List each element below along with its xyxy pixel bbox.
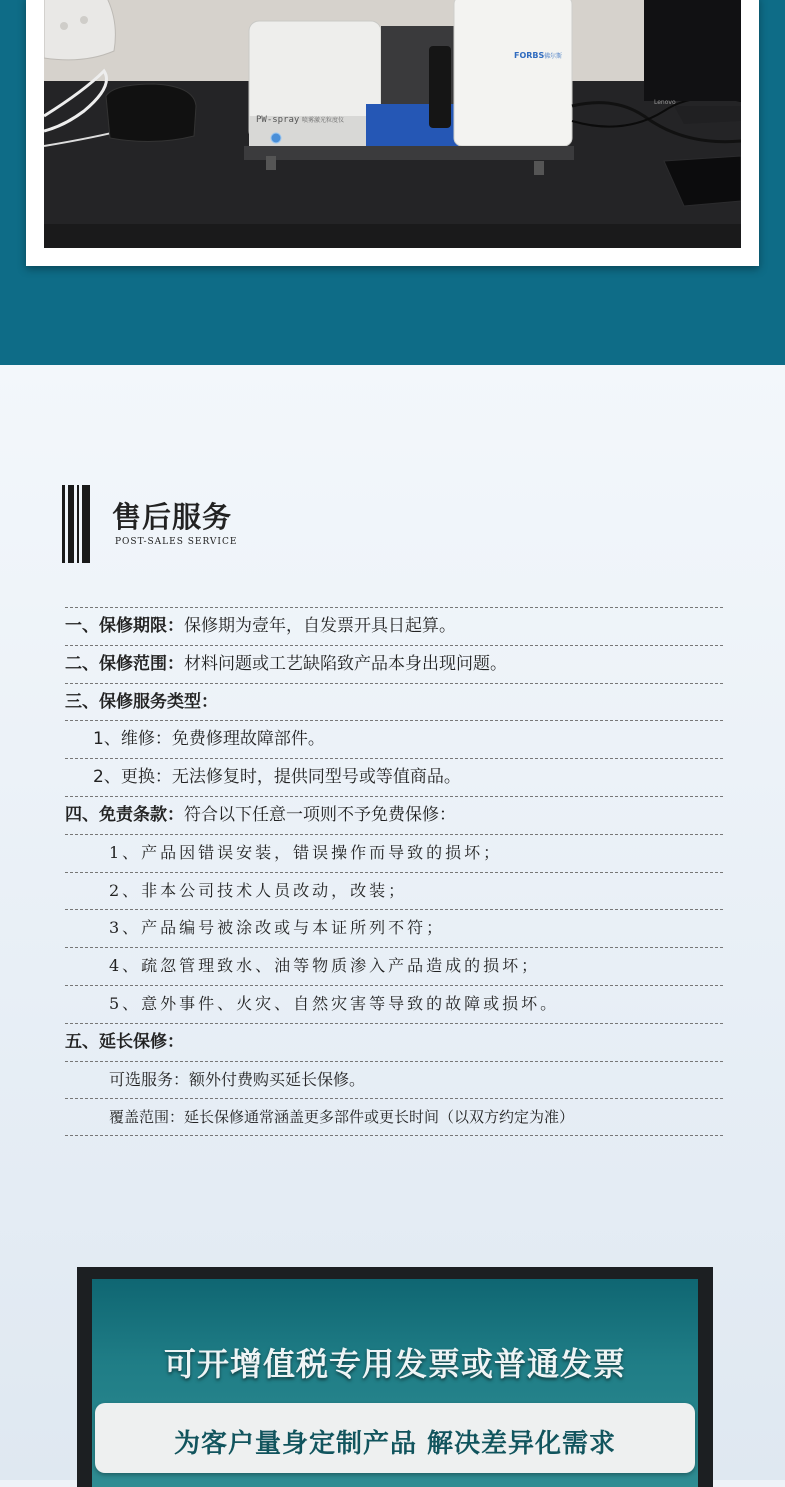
disclaimer-item-3: 3、产品编号被涂改或与本证所列不符； [65,909,723,947]
invoice-banner [77,1267,713,1487]
disclaimer-item-2: 2、非本公司技术人员改动，改装； [65,872,723,910]
photo-brand-cn-label: 佛尔斯 [544,53,563,60]
product-photo [44,0,741,248]
section-title: 售后服务 [112,500,233,534]
photo-monitor-label: Lenovo [654,99,676,106]
disclaimer-item-1: 1、产品因错误安装，错误操作而导致的损坏； [65,834,723,872]
extended-warranty-optional: 可选服务：额外付费购买延长保修。 [65,1061,723,1099]
section-subtitle: POST-SALES SERVICE [115,537,238,547]
warranty-scope-line: 二、保修范围：材料问题或工艺缺陷致产品本身出现问题。 [65,645,723,683]
disclaimer-line: 四、免责条款：符合以下任意一项则不予免费保修： [65,796,723,834]
photo-brand-label: FORBS [514,51,545,60]
heading-barcode-icon [62,485,92,563]
service-type-repair: 1、维修：免费修理故障部件。 [65,720,723,758]
after-sales-section [0,365,785,1480]
extended-warranty-coverage: 覆盖范围：延长保修通常涵盖更多部件或更长时间（以双方约定为准） [65,1098,723,1136]
banner-panel [92,1279,698,1487]
disclaimer-item-5: 5、意外事件、火灾、自然灾害等导致的故障或损坏。 [65,985,723,1023]
extended-warranty-heading: 五、延长保修： [65,1023,723,1061]
warranty-period-line: 一、保修期限：保修期为壹年，自发票开具日起算。 [65,607,723,645]
photo-model-label: PW-spray [256,115,300,125]
banner-slogan: 为客户量身定制产品 解决差异化需求 [173,1429,617,1459]
banner-title: 可开增值税专用发票或普通发票 [163,1345,626,1383]
warranty-list [65,607,723,1136]
service-type-heading: 三、保修服务类型： [65,683,723,721]
service-type-replace: 2、更换：无法修复时，提供同型号或等值商品。 [65,758,723,796]
photo-frame [26,0,759,266]
photo-model-cn-label: 喷雾激光粒度仪 [302,117,345,124]
top-band [0,0,785,365]
banner-slogan-pill [95,1403,695,1473]
disclaimer-item-4: 4、疏忽管理致水、油等物质渗入产品造成的损坏； [65,947,723,985]
